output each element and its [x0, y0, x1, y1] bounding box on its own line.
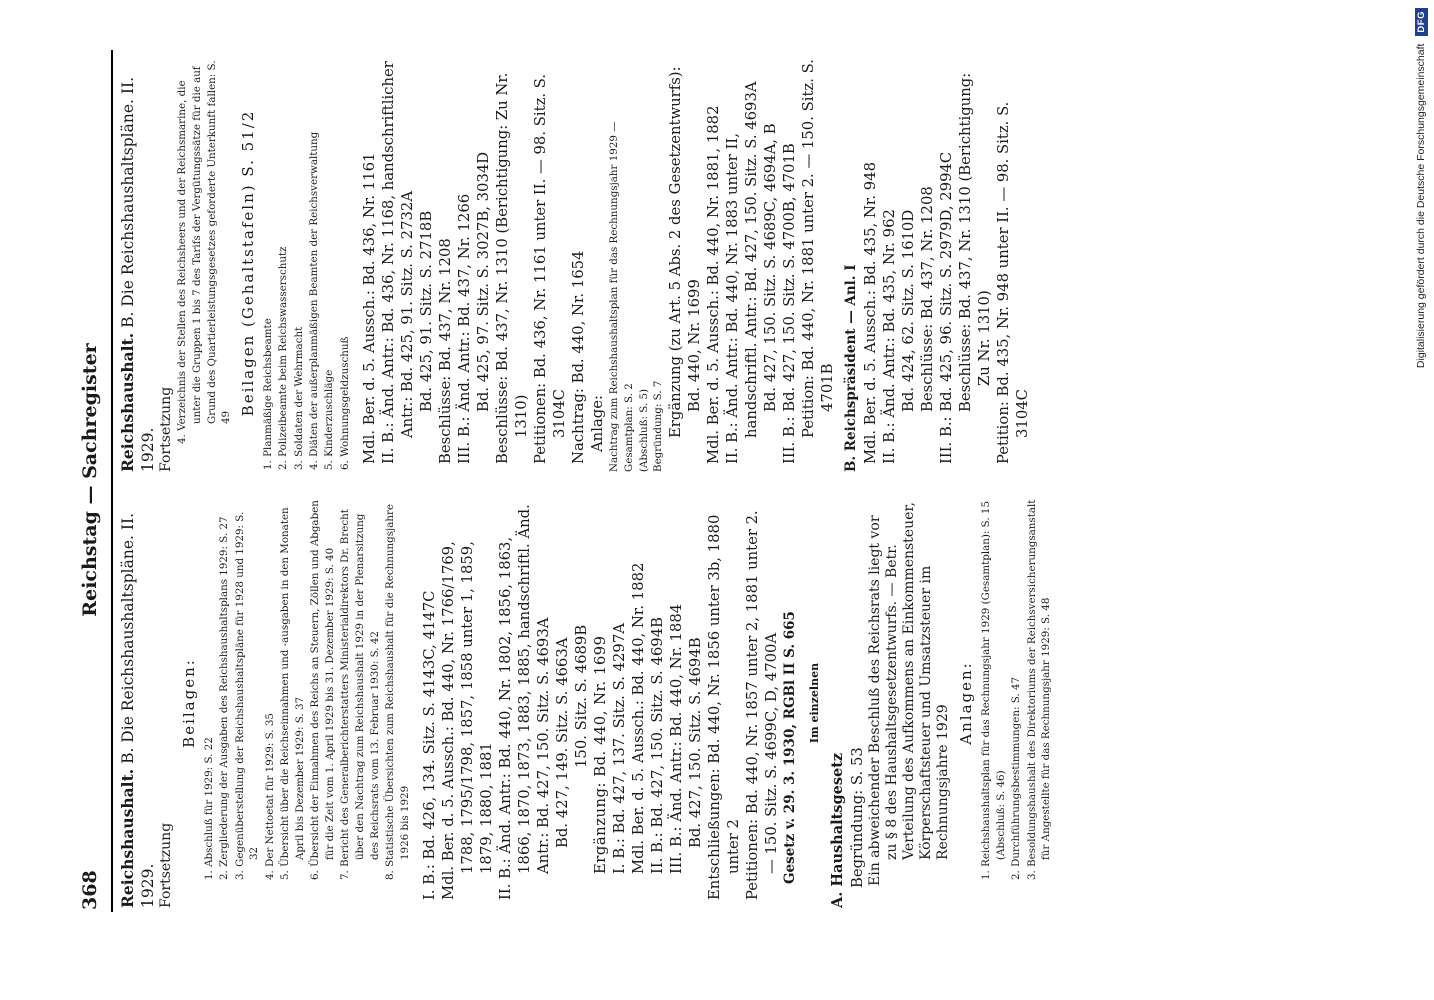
- header-rule: [111, 50, 113, 912]
- right-entry: Beschlüsse: Bd. 437, Nr. 1310 (Berichtigung: Zu Nr. 1310): [957, 72, 994, 412]
- section-a-heading: A. Haushaltsgesetz: [829, 752, 847, 908]
- left-anlage: 1. Reichshaushaltsplan für das Rechnungsjahr 1929 (Gesamtplan): S. 15 (Abschluß: S. 46): [980, 500, 1007, 880]
- left-beilage: 3. Gegenüberstellung der Reichshaushaltspläne für 1928 und 1929: S. 32: [233, 511, 261, 880]
- right-entry: Beschlüsse: Bd. 437, Nr. 1208: [436, 238, 454, 464]
- right-entry: II. B.: Änd. Antr.: Bd. 435, Nr. 962: [881, 209, 899, 464]
- spacer: [413, 498, 420, 908]
- right-item4: 4. Verzeichnis der Stellen des Reichsheers und der Reichsmarine, die unter die Gruppen 1 bis 7 des Tarifs der Vergütungssätze für die auf Grund des Quartierleistungsgesetzes geforderte Unterkunft fallen: S. 49: [176, 60, 233, 444]
- left-beilage: 6. Übersicht der Einnahmen des Reichs an Steuern, Zöllen und Abgaben für die Zeit vom 1. April 1929 bis 31. Dezember 1929: S. 40: [309, 500, 336, 880]
- left-entry: 150. Sitz. S. 4689B: [573, 624, 591, 768]
- right-beilage: 1. Planmäßige Reichsbeamte: [262, 318, 275, 470]
- right-entry: III. B.: Bd. 427, 150. Sitz. S. 4700B, 4701B: [781, 143, 799, 464]
- right-entry: Ergänzung (zu Art. 5 Abs. 2 des Gesetzentwurfs): Bd. 440, Nr. 1699: [667, 66, 704, 438]
- right-entry: Bd. 425, 91. Sitz. S. 2718B: [417, 210, 435, 412]
- right-entry: Nachtrag: Bd. 440, Nr. 1654: [569, 250, 587, 464]
- right-anlage-line: (Abschluß: S. 5): [637, 388, 650, 472]
- left-anlagen-label: Anlagen:: [957, 661, 976, 745]
- right-entry: Bd. 427, 150. Sitz. S. 4689C, 4694A, B: [762, 123, 780, 412]
- running-head-title: Reichstag — Sachregister: [79, 343, 101, 617]
- dfg-logo: DFG: [1415, 8, 1428, 36]
- left-entry: III. B.: Änd. Antr.: Bd. 440, Nr. 1884: [668, 603, 686, 874]
- left-entry: II. B.: Änd. Antr.: Bd. 440, Nr. 1802, 1856, 1863, 1866, 1870, 1873, 1883, 1885, handschriftl. Änd. Antr.: Bd. 427, 150. Sitz. S. 4693A: [497, 504, 553, 900]
- right-heading-rest: B. Die Reichshaushaltspläne. II. 1929.: [119, 76, 157, 472]
- left-entry: Entschließungen: Bd. 440, Nr. 1856 unter 3b, 1880 unter 2: [706, 514, 743, 900]
- right-entry: III. B.: Änd. Antr.: Bd. 437, Nr. 1266: [455, 193, 473, 464]
- right-entry: Beschlüsse: Bd. 437, Nr. 1310 (Berichtigung: Zu Nr. 1310): [493, 72, 530, 464]
- right-anlage-line: Begründung: S. 7: [652, 380, 665, 472]
- left-beilage: 8. Statistische Übersichten zum Reichshaushalt für die Rechnungsjahre 1926 bis 1929: [384, 504, 411, 880]
- right-entry: II. B.: Änd. Antr.: Bd. 440, Nr. 1883 unter II, handschriftl. Antr.: Bd. 427, 150. Sitz. S. 4693A: [724, 81, 761, 464]
- right-anlage-line: Nachtrag zum Reichshaushaltsplan für das Rechnungsjahr 1929 —: [607, 121, 620, 472]
- left-beilage: 4. Der Nettoetat für 1929: S. 35: [263, 713, 276, 880]
- dfg-watermark-inner: [1412, 8, 1430, 988]
- left-anlage: 3. Besoldungshaushalt des Direktoriums der Reichsversicherungsanstalt für Angestellte für das Rechnungsjahr 1929: S. 48: [1025, 499, 1053, 880]
- begruendung: Begründung: S. 53: [849, 747, 867, 888]
- right-entry: Bd. 424, 62. Sitz. S. 1610D: [900, 209, 918, 412]
- right-column: [118, 54, 1032, 472]
- right-heading-bold: Reichshaushalt.: [118, 332, 137, 472]
- right-entry: Mdl. Ber. d. 5. Aussch.: Bd. 436, Nr. 1161: [360, 152, 378, 464]
- left-heading: [118, 498, 158, 908]
- right-beilage: 4. Diäten der außerplanmäßigen Beamten der Reichsverwaltung: [308, 131, 321, 470]
- right-heading: [118, 54, 158, 472]
- right-anlage-label: Anlage:: [588, 395, 606, 452]
- right-beilage: 2. Polizeibeamte beim Reichswasserschutz: [277, 246, 290, 470]
- left-heading-cont: Fortsetzung: [158, 822, 174, 908]
- left-beilage: 1. Abschluß für 1929: S. 22: [203, 737, 215, 880]
- right-beilagen-label: Beilagen (Gehaltstafeln) S. 51/2: [239, 109, 258, 417]
- right-entry: Bd. 425, 97. Sitz. S. 3027B, 3034D: [474, 151, 492, 412]
- left-column: [118, 498, 1055, 908]
- section-b-heading: B. Reichspräsident — Anl. I: [843, 264, 860, 472]
- left-entry: Bd. 427, 149. Sitz. S. 4663A: [554, 637, 572, 848]
- right-anlage-line: Gesamtplan: S. 2: [622, 383, 635, 472]
- right-entry: Beschlüsse: Bd. 437, Nr. 1208: [919, 186, 937, 412]
- left-entry: Ergänzung: Bd. 440, Nr. 1699: [592, 635, 610, 874]
- right-beilage: 5. Kinderzuschläge: [323, 369, 336, 470]
- right-entry: Mdl. Ber. d. 5. Aussch.: Bd. 435, Nr. 948: [862, 161, 880, 464]
- dfg-watermark-text: Digitalisierung gefördert durch die Deutsche Forschungsgemeinschaft: [1415, 43, 1427, 369]
- abweichender-beschluss: Ein abweichender Beschluß des Reichsrats liegt vor zu § 8 des Haushaltsgesetzentwurfs. — Betr. Verteilung des Aufkommens an Einkommensteuer, Körperschaftsteuer und Umsatzsteuer im Rechnungsjahre 1929: [867, 502, 952, 886]
- im-einzelnen-heading: Im einzelnen: [808, 662, 822, 744]
- left-entry: Mdl. Ber. d. 5. Aussch.: Bd. 440, Nr. 1766/1769, 1788, 1795/1798, 1857, 1858 unter 1, 1859, 1879, 1880, 1881: [440, 541, 496, 900]
- right-entry: Petitionen: Bd. 436, Nr. 1161 unter II. — 98. Sitz. S. 3104C: [531, 73, 568, 464]
- left-entry-gesetz: Gesetz v. 29. 3. 1930, RGBl II S. 665: [782, 611, 799, 884]
- right-entry: II. B.: Änd. Antr.: Bd. 436, Nr. 1168, handschriftlicher Antr.: Bd. 425, 91. Sitz. S. 2732A: [379, 61, 416, 464]
- right-entry: III. B.: Bd. 425, 96. Sitz. S. 2979D, 2994C: [938, 151, 956, 464]
- page-number: 368: [79, 870, 101, 910]
- right-entry: Petition: Bd. 440, Nr. 1881 unter 2. — 150. Sitz. S. 4701B: [800, 59, 837, 438]
- running-head: [77, 50, 107, 910]
- left-entry: Mdl. Ber. d. 5. Aussch.: Bd. 440, Nr. 1882: [630, 562, 648, 874]
- spacer: [353, 54, 360, 472]
- right-heading-cont: Fortsetzung: [158, 386, 174, 472]
- left-entry: I. B.: Bd. 427, 137. Sitz. S. 4297A: [611, 623, 629, 874]
- left-entry: Petitionen: Bd. 440, Nr. 1857 unter 2, 1881 unter 2. — 150. Sitz. S. 4699C, D, 4700A: [744, 510, 781, 900]
- left-beilage: 5. Übersicht über die Reichseinnahmen und -ausgaben in den Monaten April bis Dezember 1929: S. 37: [278, 507, 306, 880]
- left-heading-bold: Reichshaushalt.: [118, 768, 137, 908]
- left-heading-rest: B. Die Reichshaushaltspläne. II. 1929.: [119, 512, 157, 908]
- left-entry: II. B.: Bd. 427, 150. Sitz. S. 4694B: [649, 617, 667, 874]
- left-entry: I. B.: Bd. 426, 134. Sitz. S. 4143C, 4147C: [421, 590, 439, 900]
- left-beilagen-label: Beilagen:: [180, 658, 198, 748]
- right-beilage: 6. Wohnungsgeldzuschuß: [338, 336, 351, 470]
- right-entry: Petition: Bd. 435, Nr. 948 unter II. — 98. Sitz. S. 3104C: [995, 101, 1032, 464]
- left-entry: Bd. 427, 150. Sitz. S. 4694B: [687, 637, 705, 848]
- right-entry: Mdl. Ber. d. 5. Aussch.: Bd. 440, Nr. 1881, 1882: [705, 105, 723, 464]
- left-beilage: 2. Zergliederung der Ausgaben des Reichshaushaltsplans 1929: S. 27: [218, 516, 231, 880]
- right-beilage: 3. Soldaten der Wehrmacht: [292, 326, 305, 470]
- left-beilage: 7. Bericht des Generalberichterstatters Ministerialdirektors Dr. Brecht über den Nachtrag zum Reichshaushalt 1929 in der Plenarsitzung des Reichsrats vom 13. Februar 1930: S. 42: [339, 509, 381, 880]
- dfg-watermark: [1412, 8, 1430, 988]
- left-anlage: 2. Durchführungsbestimmungen: S. 47: [1010, 676, 1023, 880]
